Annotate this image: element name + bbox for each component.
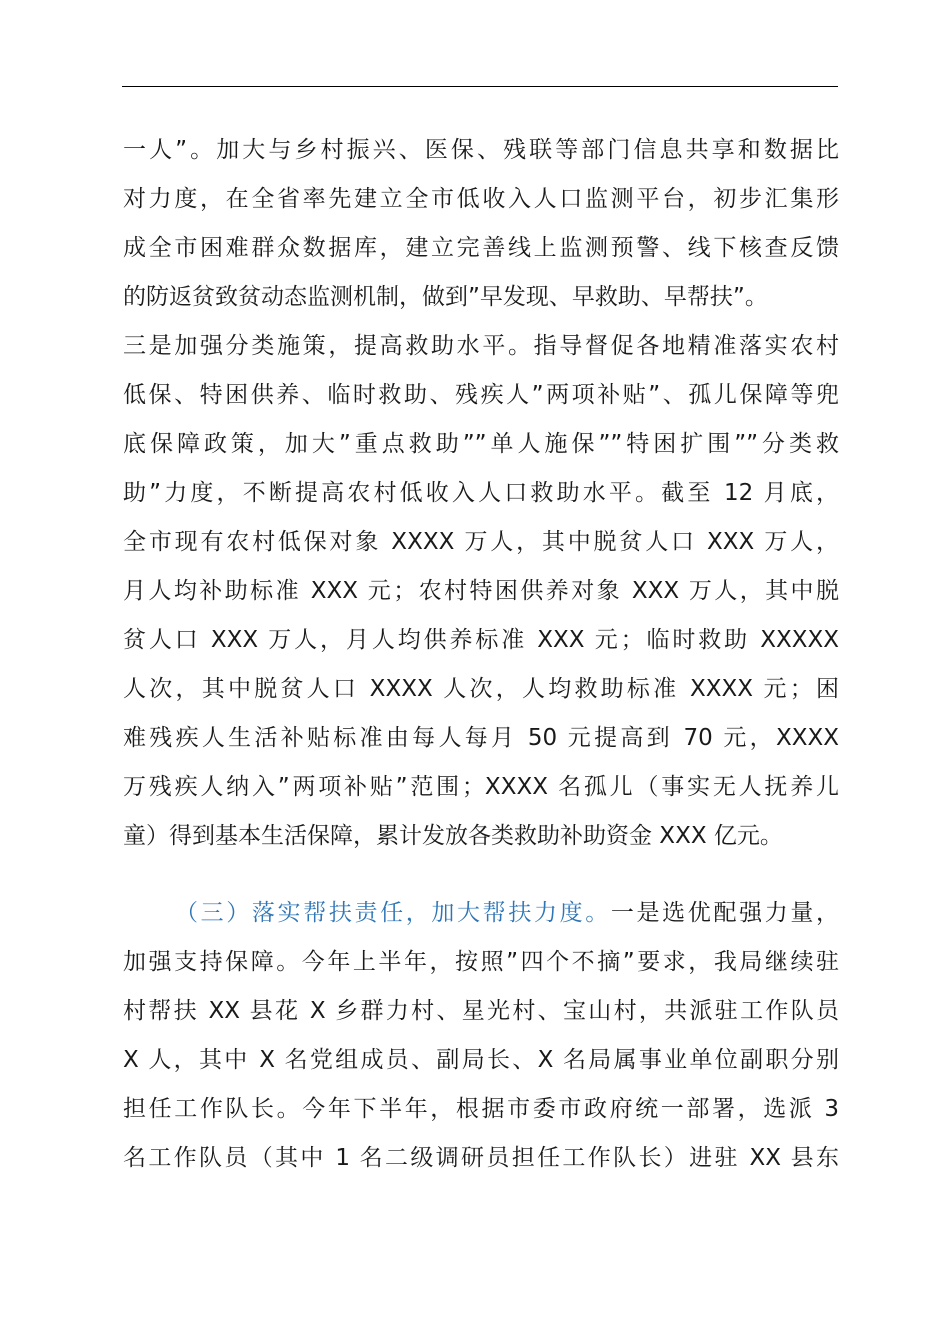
text-line: 底保障政策，加大”重点救助””单人施保””特困扩围””分类救 bbox=[123, 431, 839, 457]
text-line: 低保、特困供养、临时救助、残疾人”两项补贴”、孤儿保障等兜 bbox=[123, 382, 839, 408]
text-line: 的防返贫致贫动态监测机制，做到”早发现、早救助、早帮扶”。 bbox=[123, 284, 768, 310]
text-line: 担任工作队长。今年下半年，根据市委市政府统一部署，选派 3 bbox=[123, 1096, 839, 1122]
text-line: 助”力度，不断提高农村低收入人口救助水平。截至 12 月底， bbox=[123, 480, 839, 506]
text-line: 一人”。加大与乡村振兴、医保、残联等部门信息共享和数据比 bbox=[123, 137, 839, 163]
text-line: 万残疾人纳入”两项补贴”范围；XXXX 名孤儿（事实无人抚养儿 bbox=[123, 774, 839, 800]
header-rule bbox=[122, 86, 838, 87]
section-3-heading: （三）落实帮扶责任，加大帮扶力度。 bbox=[175, 900, 611, 926]
text-line: 难残疾人生活补贴标准由每人每月 50 元提高到 70 元，XXXX bbox=[123, 725, 839, 751]
text-line: 加强支持保障。今年上半年，按照”四个不摘”要求，我局继续驻 bbox=[123, 949, 839, 975]
section-3-first-line bbox=[175, 893, 839, 933]
text-line: 对力度，在全省率先建立全市低收入人口监测平台，初步汇集形 bbox=[123, 186, 839, 212]
text-line: 童）得到基本生活保障，累计发放各类救助补助资金 XXX 亿元。 bbox=[123, 823, 783, 849]
text-line: 人次，其中脱贫人口 XXXX 人次，人均救助标准 XXXX 元；困 bbox=[123, 676, 839, 702]
text-line: 名工作队员（其中 1 名二级调研员担任工作队长）进驻 XX 县东 bbox=[123, 1145, 839, 1171]
text-line: 三是加强分类施策，提高救助水平。指导督促各地精准落实农村 bbox=[123, 333, 839, 359]
text-line: 村帮扶 XX 县花 X 乡群力村、星光村、宝山村，共派驻工作队员 bbox=[123, 998, 839, 1024]
text-line: 全市现有农村低保对象 XXXX 万人，其中脱贫人口 XXX 万人， bbox=[123, 529, 839, 555]
text-line: 月人均补助标准 XXX 元；农村特困供养对象 XXX 万人，其中脱 bbox=[123, 578, 839, 604]
text-line: 成全市困难群众数据库，建立完善线上监测预警、线下核查反馈 bbox=[123, 235, 839, 261]
text-line: 贫人口 XXX 万人，月人均供养标准 XXX 元；临时救助 XXXXX bbox=[123, 627, 839, 653]
section-3-first-line-rest: 一是选优配强力量， bbox=[610, 900, 839, 926]
text-line: X 人，其中 X 名党组成员、副局长、X 名局属事业单位副职分别 bbox=[123, 1047, 839, 1073]
